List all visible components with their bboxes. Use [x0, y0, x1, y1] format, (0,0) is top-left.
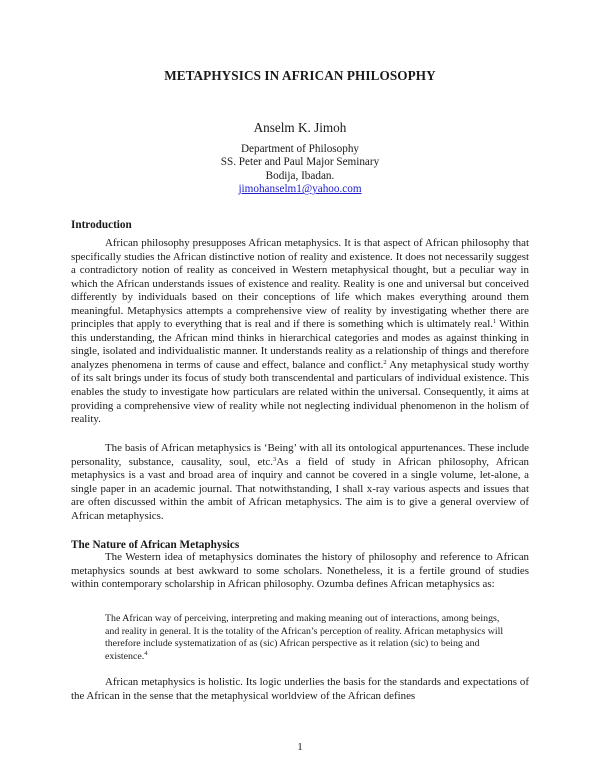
footnote-ref-4[interactable]: 4: [144, 649, 148, 657]
department: Department of Philosophy: [240, 143, 360, 155]
intro-paragraph-2: [71, 442, 529, 523]
block-quote-text: The African way of perceiving, interpreting and making meaning out of interactions, among beings, and reality in general. It is the totality of the African’s perception of reality. African metaphysics will therefore include systematization of as (sic) African perspective as it relation (sic) to being and existence.: [105, 613, 504, 662]
institution: SS. Peter and Paul Major Seminary: [220, 156, 380, 169]
intro-p1-text-b: Within this understanding, the African mind thinks in hierarchical categories and modes as against thinking in single, isolated and individualistic manner. It understands reality as a relationship of things and therefore analyzes phenomena in terms of cause and effect, balance and conflict.: [71, 318, 530, 371]
intro-p1-text-c: Any metaphysical study worthy of its salt brings under its focus of study both transcendental and particulars of individual existence. This enables the study to investigate how particulars are related within the universal. Consequently, it aims at providing a comprehensive view of reality while not neglecting individual phenomenon in the holism of reality.: [71, 358, 529, 426]
nature-paragraph-1: The Western idea of metaphysics dominates the history of philosophy and reference to African metaphysics sounds at best awkward to some scholars. Nonetheless, it is a fertile ground of studies within contemporary scholarship in African philosophy. Ozumba defines African metaphysics as:: [71, 551, 529, 591]
section-heading-nature: The Nature of African Metaphysics: [71, 539, 240, 551]
intro-p2-text-a: The basis of African metaphysics is ‘Being’ with all its ontological appurtenances. These include personality, substance, causality, soul, etc.: [71, 442, 529, 468]
section-heading-introduction: Introduction: [71, 219, 132, 231]
intro-paragraph-1: [71, 237, 529, 427]
footnote-ref-2[interactable]: 2: [383, 358, 387, 366]
email-link[interactable]: jimohanselm1@yahoo.com: [238, 183, 362, 196]
footnote-ref-3[interactable]: 3: [272, 455, 277, 463]
location: Bodija, Ibadan.: [265, 169, 335, 182]
intro-p2-text-b: As a field of study in African philosophy, African metaphysics is a vast and broad area of inquiry and cannot be covered in a single volume, let-alone, a single paper in an academic journal. That notwithstanding, I shall x-ray various aspects and issues that are often discussed within the ambit of African metaphysics. The aim is to give a general overview of African metaphysics.: [71, 455, 529, 522]
intro-p1-text-a: African philosophy presupposes African metaphysics. It is that aspect of African philosophy that specifically studies the African distinctive notion of reality and existence. It does not necessarily suggest a contradictory notion of reality as conceived in Western metaphysical thought, but a peculiar way in which the African understands issues of existence and reality. Reality is one and universal but conceived differently by individuals based on their conceptions of life which makes everything around them meaningful. Metaphysics attempts a comprehensive view of reality by investigating whether there are principles that apply to everything that is real and if there is something which is ultimately real.: [71, 237, 529, 331]
author-affiliation: [0, 143, 600, 197]
author-name: Anselm K. Jimoh: [253, 120, 347, 135]
block-quote: [105, 613, 515, 663]
footnote-ref-1[interactable]: 1: [493, 318, 497, 326]
paper-title: METAPHYSICS IN AFRICAN PHILOSOPHY: [164, 68, 436, 83]
nature-paragraph-2: African metaphysics is holistic. Its logic underlies the basis for the standards and expectations of the African in the sense that the metaphysical worldview of the African defines: [71, 676, 529, 702]
page-number: 1: [297, 741, 303, 753]
